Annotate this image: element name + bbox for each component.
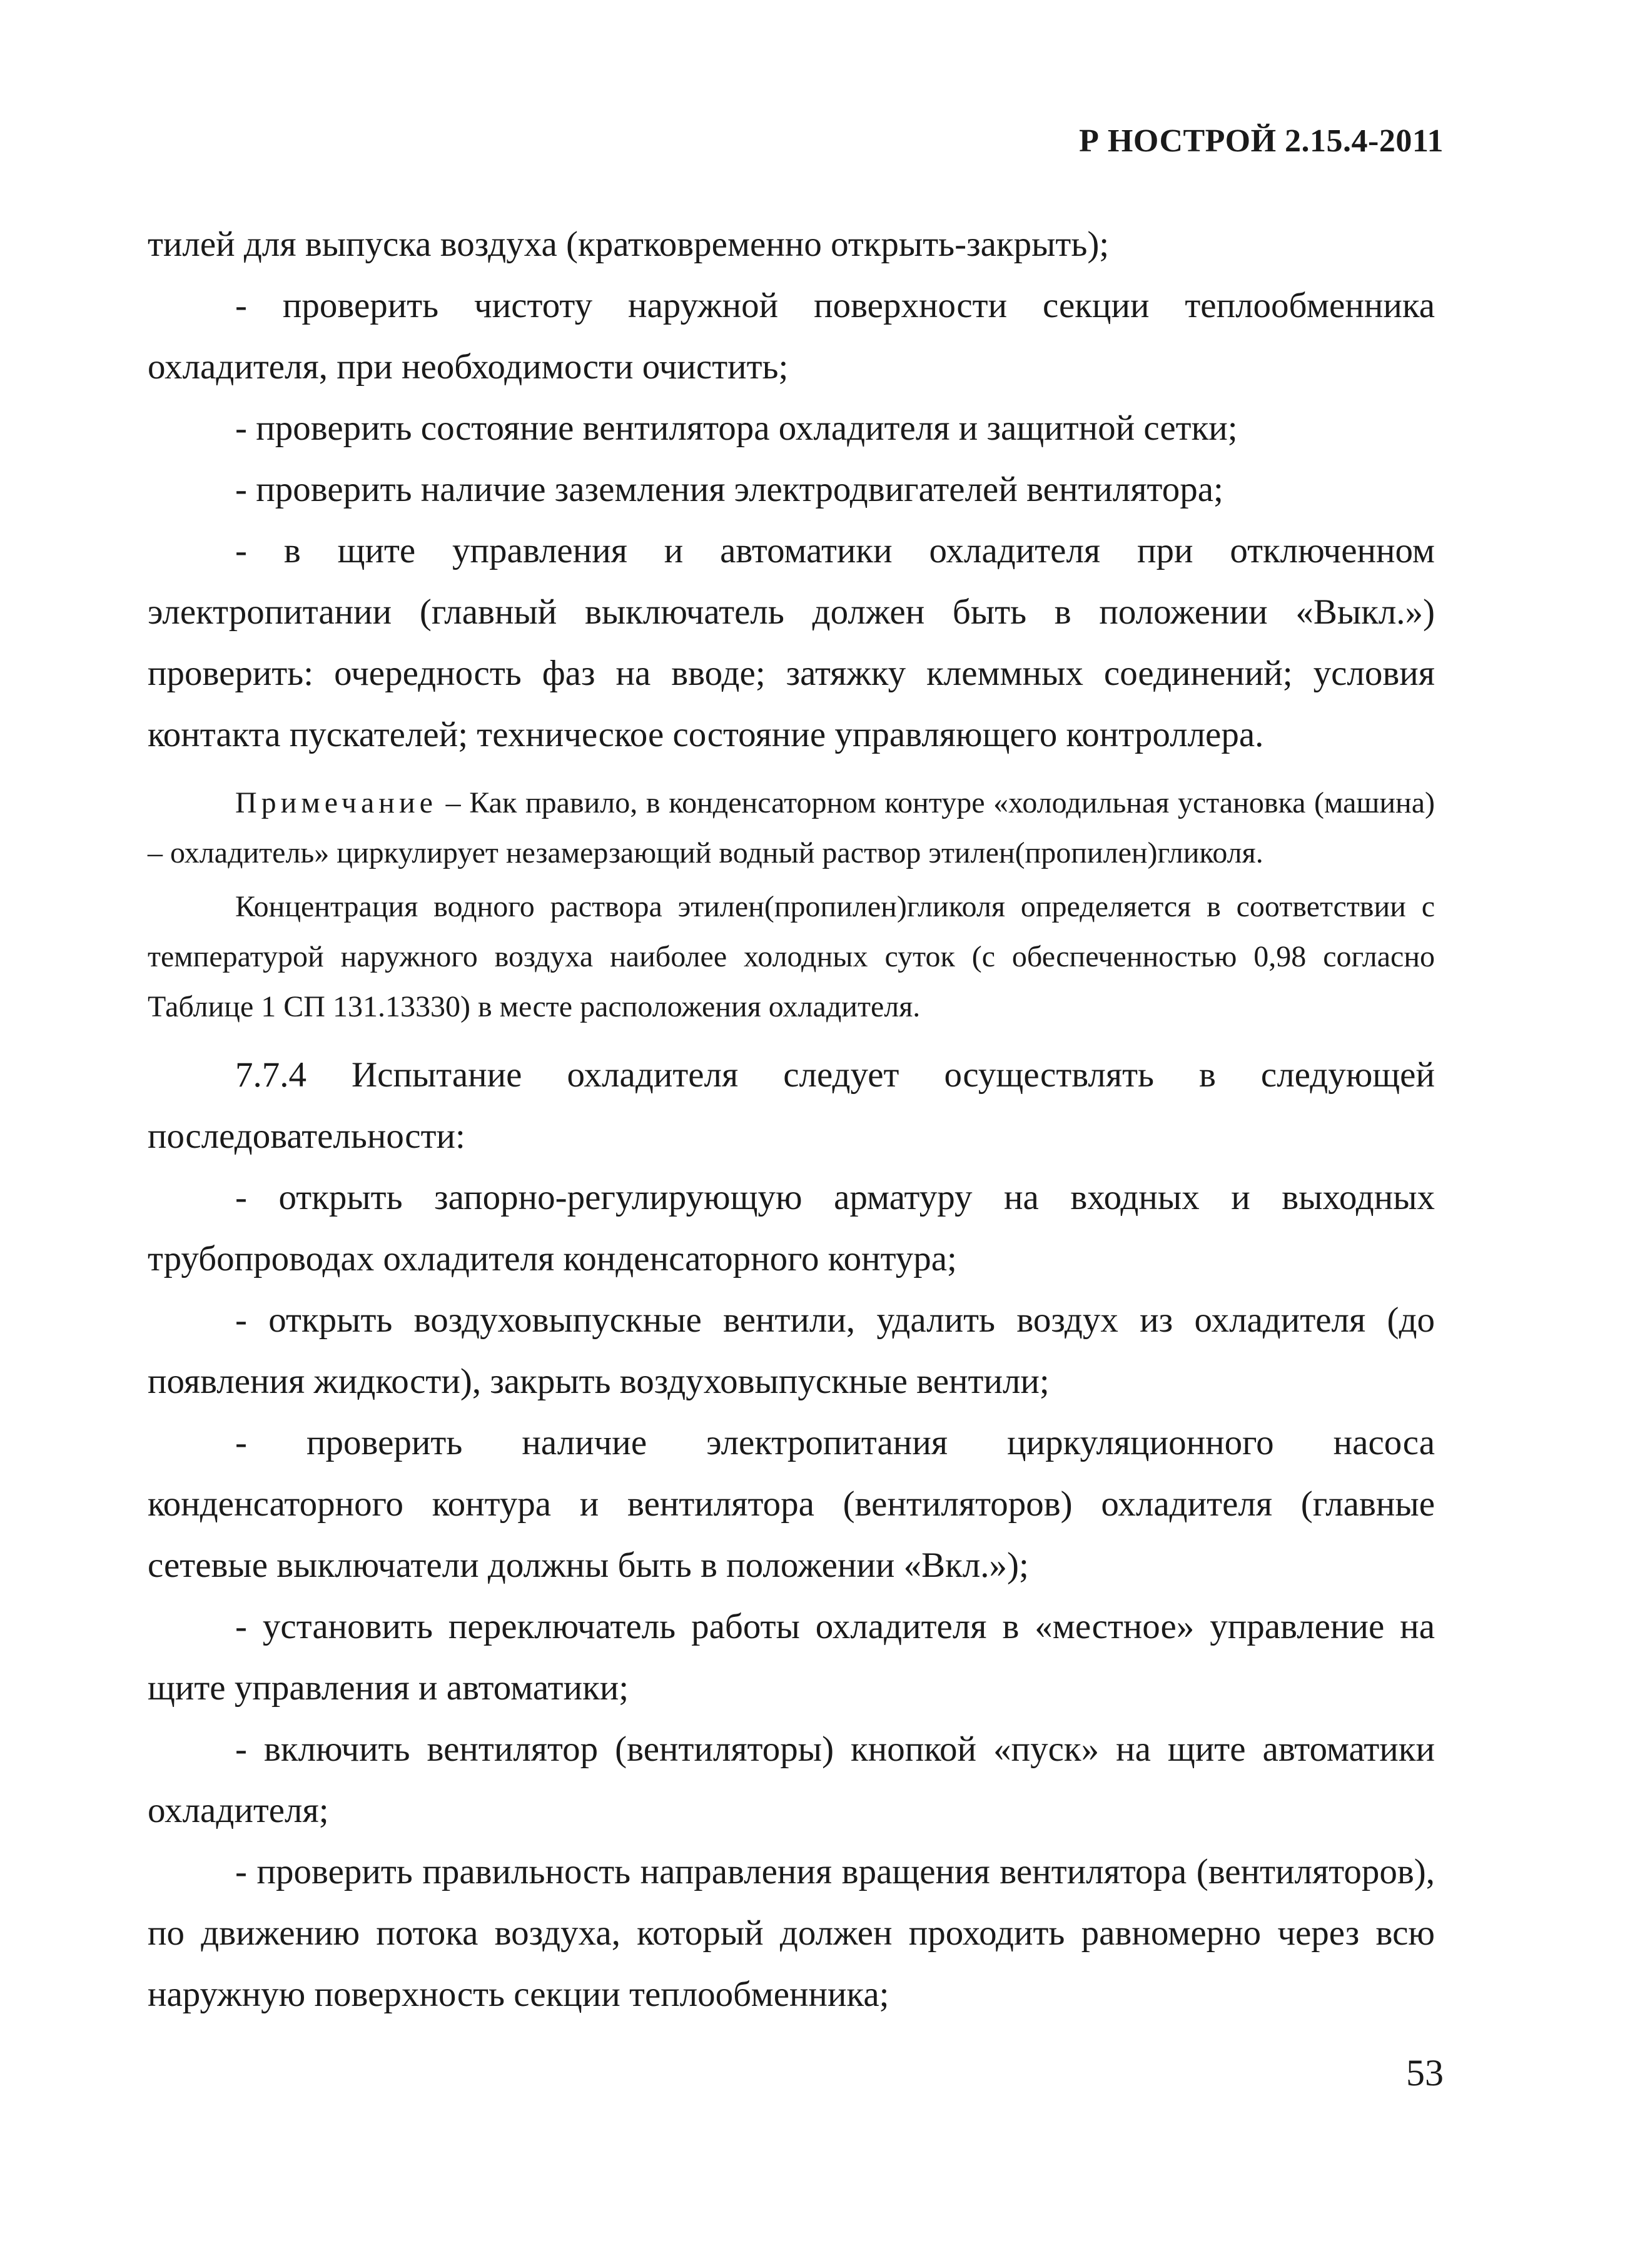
page-number: 53: [1406, 2052, 1444, 2093]
list-item-vent-air: - открыть воздуховыпускные вентили, удалить воздух из охладителя (до появления жидкости), закрыть воздуховыпускные вентили;: [148, 1300, 1435, 1401]
list-item-check-power: - проверить наличие электропитания циркуляционного насоса конденсаторного контура и вентилятора (вентиляторов) охладителя (главные сетевые выключатели должны быть в положении «Вкл.»);: [148, 1423, 1435, 1585]
list-item-local-control: - установить переключатель работы охладителя в «местное» управление на щите управления и автоматики;: [148, 1607, 1435, 1708]
list-item-check-heat-exchanger: - проверить чистоту наружной поверхности секции теплообменника охладителя, при необходимости очистить;: [148, 286, 1435, 387]
note-block: [148, 778, 1435, 1032]
note-paragraph-concentration: Концентрация водного раствора этилен(пропилен)гликоля определяется в соответствии с температурой наружного воздуха наиболее холодных суток (с обеспеченностью 0,98 согласно Таблице 1 СП 131.13330) в месте расположения охладителя.: [148, 890, 1435, 1023]
note-paragraph: [148, 778, 1435, 878]
page-body: [148, 214, 1435, 2025]
list-item-check-grounding: - проверить наличие заземления электродвигателей вентилятора;: [235, 470, 1223, 509]
paragraph-continuation: тилей для выпуска воздуха (кратковременно открыть-закрыть);: [148, 225, 1110, 264]
list-item-start-fan: - включить вентилятор (вентиляторы) кнопкой «пуск» на щите автоматики охладителя;: [148, 1729, 1435, 1830]
list-item-check-rotation: - проверить правильность направления вращения вентилятора (вентиляторов), по движению потока воздуха, который должен проходить равномерно через всю наружную поверхность секции теплообменника;: [148, 1852, 1435, 2014]
list-item-check-control-panel: - в щите управления и автоматики охладителя при отключенном электропитании (главный выключатель должен быть в положении «Выкл.») проверить: очередность фаз на вводе; затяжку клеммных соединений; условия контакта пускателей; техническое состояние управляющего контроллера.: [148, 531, 1435, 754]
note-label: Примечание: [235, 786, 437, 819]
section-7-7-4-heading: 7.7.4 Испытание охладителя следует осуществлять в следующей последовательности:: [148, 1055, 1435, 1156]
note-text: – Как правило, в конденсаторном контуре «холодильная установка (машина) – охладитель» циркулирует незамерзающий водный раствор этилен(пропилен)гликоля.: [148, 786, 1435, 869]
list-item-open-valves: - открыть запорно-регулирующую арматуру на входных и выходных трубопроводах охладителя конденсаторного контура;: [148, 1178, 1435, 1278]
list-item-check-fan-state: - проверить состояние вентилятора охладителя и защитной сетки;: [235, 408, 1238, 448]
document-code-header: Р НОСТРОЙ 2.15.4-2011: [1079, 123, 1444, 159]
